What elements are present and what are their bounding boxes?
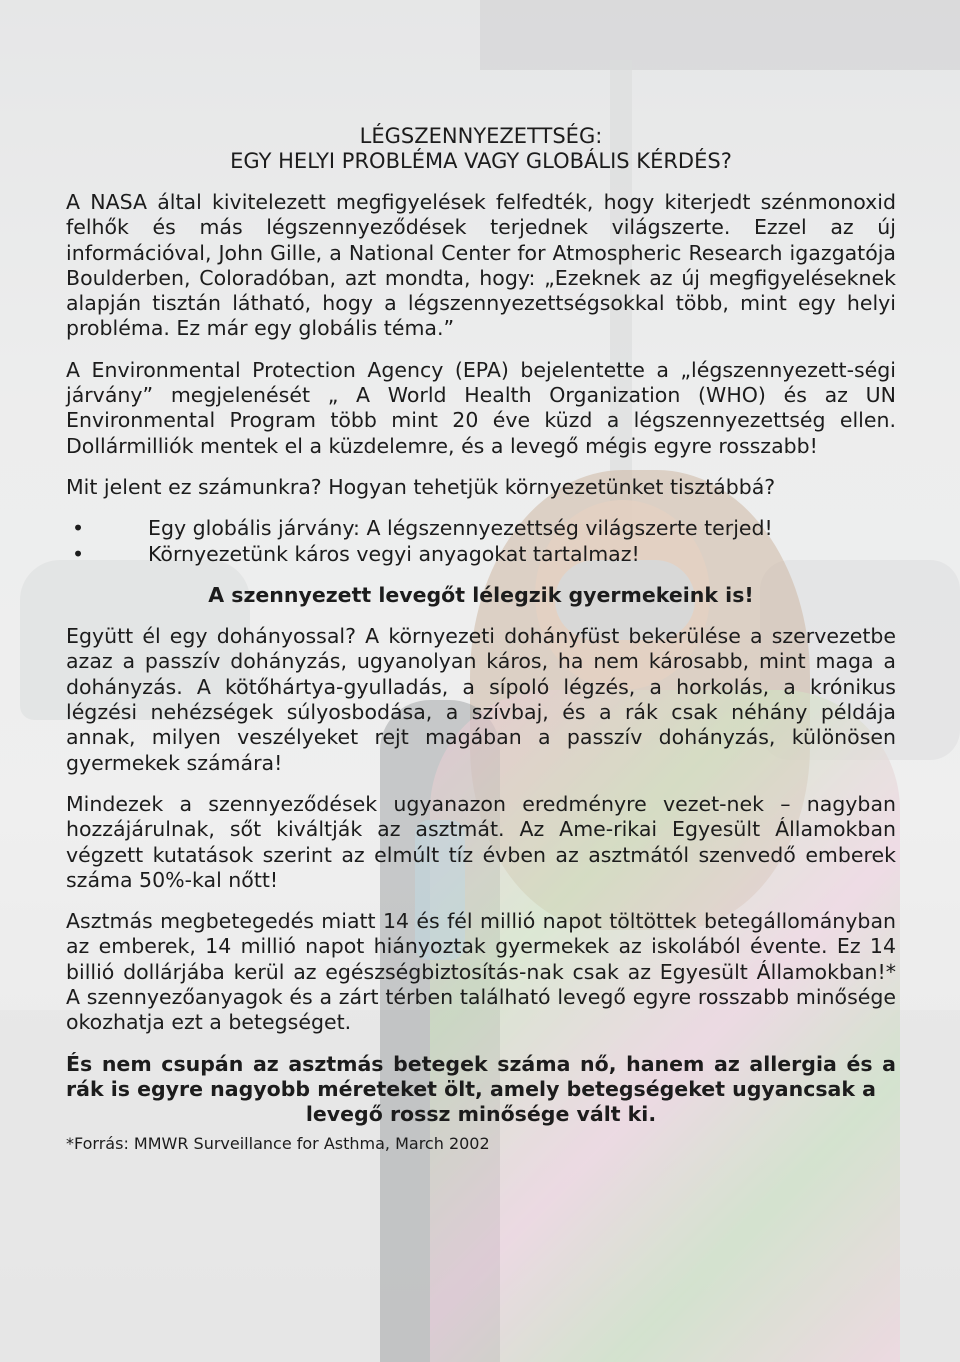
article	[66, 124, 896, 1154]
conclusion-main: És nem csupán az asztmás betegek száma nő, hanem az allergia és a rák is egyre nagyobb méreteket ölt, amely betegségeket ugyancsak a	[66, 1051, 896, 1101]
paragraph-asthma-stats: Mindezek a szennyeződések ugyanazon eredményre vezet-nek – nagyban hozzájárulnak, sőt kiváltják az asztmát. Az Ame-rikai Egyesült Államokban végzett kutatások szerint az elmúlt tíz évben az asztmától szenvedő emberek száma 50%-kal nőtt!	[66, 791, 896, 892]
title-line-1: LÉGSZENNYEZETTSÉG:	[359, 124, 603, 148]
highlight-statement: A szennyezett levegőt lélegzik gyermekeink is!	[208, 582, 754, 607]
source-footnote: *Forrás: MMWR Surveillance for Asthma, March 2002	[66, 1133, 490, 1153]
bullet-icon: •	[72, 541, 85, 566]
paragraph-epa: A Environmental Protection Agency (EPA) bejelentette a „légszennyezett-ségi járvány” megjelenését „ A World Health Organization (WHO) és az UN Environmental Program több mint 20 éve küzd a légszennyezettség ellen. Dollármilliók mentek el a küzdelemre, és a levegő mégis egyre rosszabb!	[66, 357, 896, 458]
conclusion	[66, 1052, 896, 1128]
list-item	[66, 516, 896, 541]
bullet-list	[66, 516, 896, 567]
paragraph-smoking: Együtt él egy dohányossal? A környezeti dohányfüst bekerülése a szervezetbe azaz a passzív dohányzás, ugyanolyan káros, ha nem károsabb, mint maga a dohányzás. A kötőhártya-gyulladás, a sípoló légzés, a horkolás, a krónikus légzési nehézségek súlyosbodása, a szívbaj, és a rák csak néhány példája annak, milyen veszélyeket rejt magában a passzív dohányzás, különösen gyermekek számára!	[66, 624, 896, 775]
bullet-text: Egy globális járvány: A légszennyezettség világszerte terjed!	[148, 516, 773, 541]
list-item	[66, 542, 896, 567]
paragraph-nasa: A NASA által kivitelezett megfigyelések felfedték, hogy kiterjedt szénmonoxid felhők és más légszennyeződések terjednek világszerte. Ezzel az új információval, John Gille, a National Center for Atmospheric Research igazgatója Boulderben, Coloradóban, azt mondta, hogy: „Ezeknek az új megfigyeléseknek alapján tisztán látható, hogy a légszennyezettségsokkal több, mint egy helyi probléma. Ez már egy globális téma.”	[66, 190, 896, 341]
bullet-icon: •	[72, 516, 85, 541]
bullet-text: Környezetünk káros vegyi anyagokat tartalmaz!	[148, 541, 640, 566]
paragraph-sick-days: Asztmás megbetegedés miatt 14 és fél millió napot töltöttek betegállományban az emberek, 14 millió napot hiányoztak gyermekek az iskolából évente. Ez 14 billió dollárjába kerül az egészségbiztosítás-nak csak az Egyesült Államokban!* A szennyezőanyagok és a zárt térben található levegő egyre rosszabb minősége okozhatja ezt a betegséget.	[66, 909, 896, 1035]
conclusion-end: levegő rossz minősége vált ki.	[305, 1102, 657, 1127]
title-line-2: EGY HELYI PROBLÉMA VAGY GLOBÁLIS KÉRDÉS?	[230, 149, 732, 173]
page-title	[66, 124, 896, 174]
question-line: Mit jelent ez számunkra? Hogyan tehetjük környezetünket tisztábbá?	[66, 474, 776, 499]
